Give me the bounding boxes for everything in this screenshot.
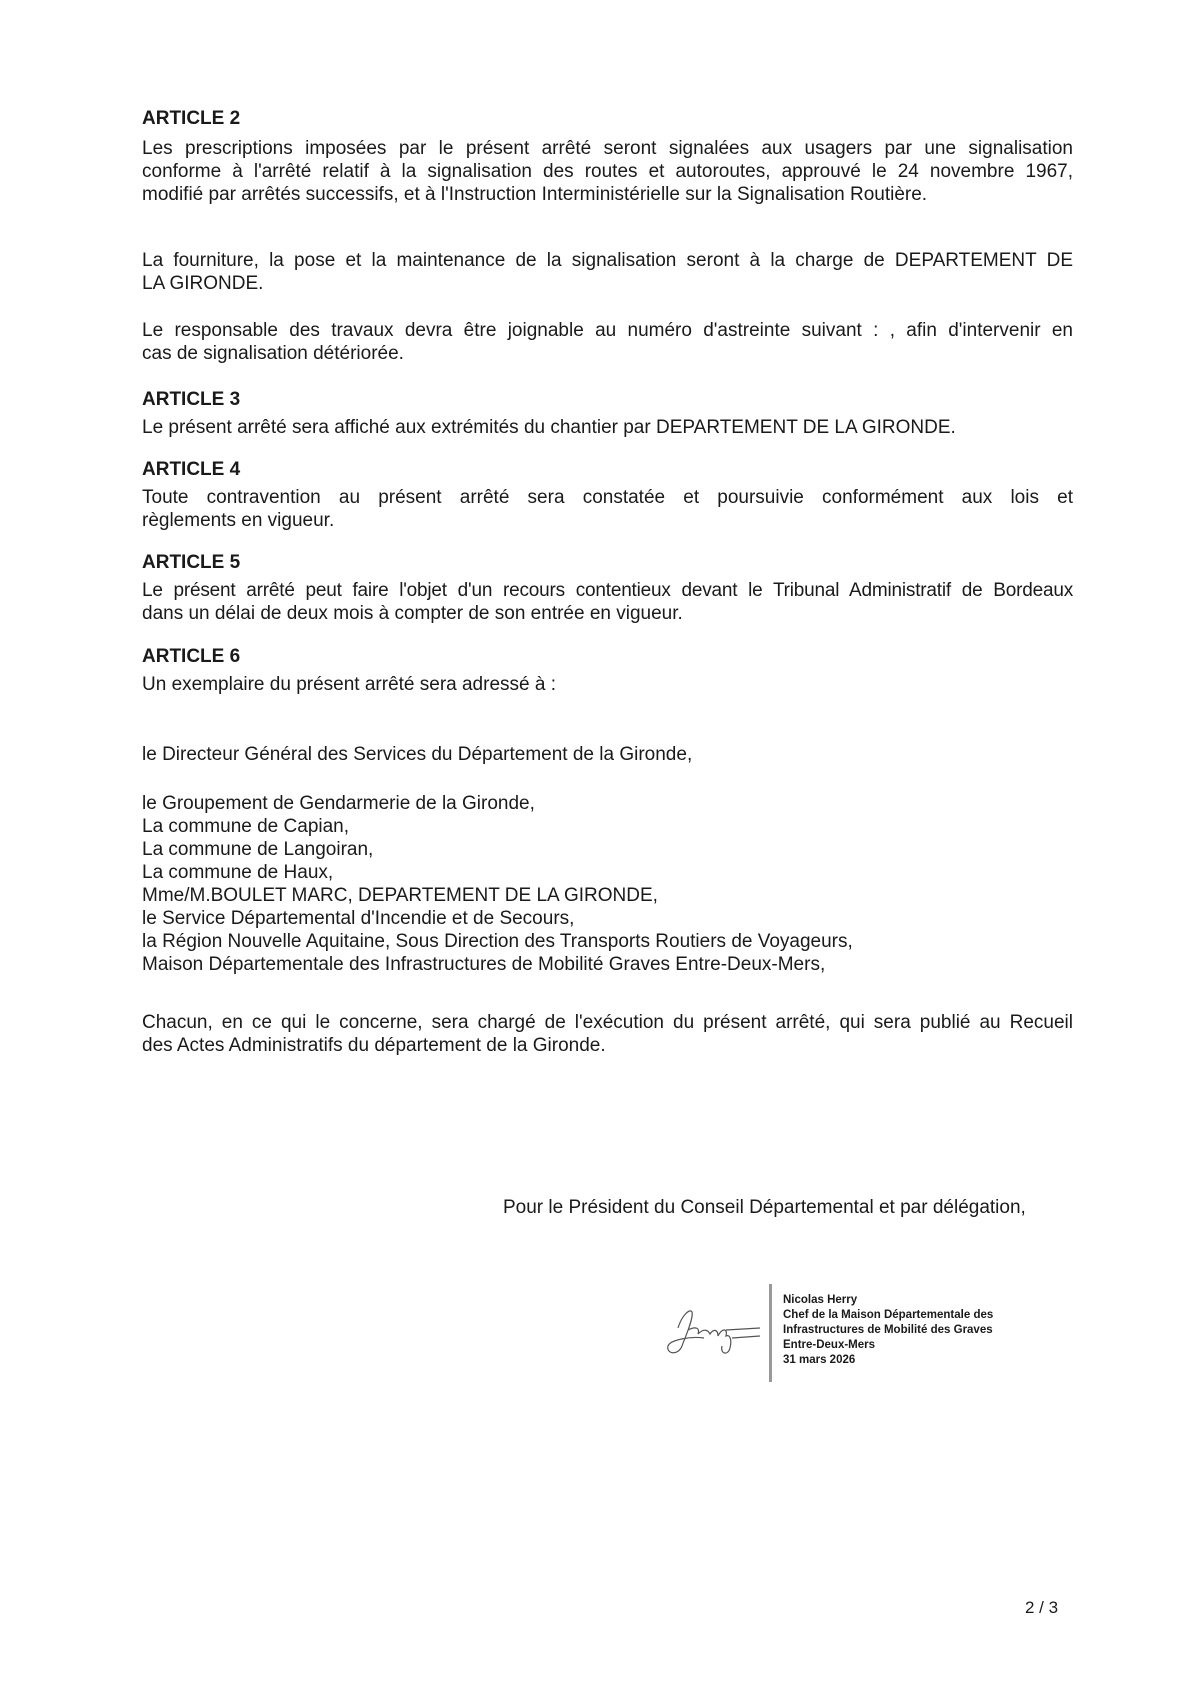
recipient: la Région Nouvelle Aquitaine, Sous Direction des Transports Routiers de Voyageurs, <box>142 931 853 952</box>
text-line: Les prescriptions imposées par le présent arrêté seront signalées aux usagers par une signalisation <box>142 138 1073 159</box>
article-2 <box>142 107 1073 365</box>
article-heading: ARTICLE 2 <box>142 108 241 129</box>
text-line: dans un délai de deux mois à compter de son entrée en vigueur. <box>142 603 683 624</box>
text-line: Le présent arrêté peut faire l'objet d'un recours contentieux devant le Tribunal Administratif de Bordeaux <box>142 580 1073 601</box>
signatory-title: Chef de la Maison Départementale des <box>783 1309 994 1321</box>
article-heading: ARTICLE 3 <box>142 389 241 410</box>
signatory-name: Nicolas Herry <box>783 1294 858 1306</box>
text-line: cas de signalisation détériorée. <box>142 343 404 364</box>
handwritten-signature <box>660 1300 770 1360</box>
signature-date: 31 mars 2026 <box>783 1354 856 1366</box>
article-6 <box>142 645 1073 696</box>
article-5 <box>142 551 1073 625</box>
closing-paragraph <box>142 1011 1073 1057</box>
recipient: le Directeur Général des Services du Département de la Gironde, <box>142 744 693 765</box>
text-line: règlements en vigueur. <box>142 510 335 531</box>
page-number: 2 / 3 <box>1025 1598 1059 1617</box>
article-4 <box>142 458 1073 532</box>
text-line: Toute contravention au présent arrêté sera constatée et poursuivie conformément aux lois et <box>142 487 1073 508</box>
recipient: le Service Départemental d'Incendie et de Secours, <box>142 908 575 929</box>
recipient: Maison Départementale des Infrastructures de Mobilité Graves Entre-Deux-Mers, <box>142 954 826 975</box>
text-line: des Actes Administratifs du département de la Gironde. <box>142 1035 606 1056</box>
recipient: le Groupement de Gendarmerie de la Gironde, <box>142 793 535 814</box>
signature-divider <box>769 1284 772 1382</box>
text-line: Le responsable des travaux devra être joignable au numéro d'astreinte suivant : , afin d'intervenir en <box>142 320 1073 341</box>
recipients <box>142 743 1073 976</box>
article-heading: ARTICLE 5 <box>142 552 241 573</box>
article-3 <box>142 388 1073 439</box>
recipient: La commune de Capian, <box>142 816 350 837</box>
text-line: modifié par arrêtés successifs, et à l'Instruction Interministérielle sur la Signalisation Routière. <box>142 184 928 205</box>
text-line: Le présent arrêté sera affiché aux extrémités du chantier par DEPARTEMENT DE LA GIRONDE. <box>142 417 956 438</box>
text-line: Un exemplaire du présent arrêté sera adressé à : <box>142 674 556 695</box>
article-heading: ARTICLE 6 <box>142 646 241 667</box>
text-line: La fourniture, la pose et la maintenance de la signalisation seront à la charge de DEPARTEMENT DE <box>142 250 1073 271</box>
signature-block <box>783 1293 993 1368</box>
text-line: LA GIRONDE. <box>142 273 264 294</box>
delegation-line: Pour le Président du Conseil Départemental et par délégation, <box>503 1197 1026 1218</box>
recipient: La commune de Langoiran, <box>142 839 374 860</box>
signatory-title: Infrastructures de Mobilité des Graves <box>783 1324 993 1336</box>
article-heading: ARTICLE 4 <box>142 459 241 480</box>
recipient: La commune de Haux, <box>142 862 334 883</box>
text-line: conforme à l'arrêté relatif à la signalisation des routes et autoroutes, approuvé le 24 novembre 1967, <box>142 161 1073 182</box>
signatory-title: Entre-Deux-Mers <box>783 1339 876 1351</box>
text-line: Chacun, en ce qui le concerne, sera chargé de l'exécution du présent arrêté, qui sera publié au Recueil <box>142 1012 1073 1033</box>
recipient: Mme/M.BOULET MARC, DEPARTEMENT DE LA GIRONDE, <box>142 885 658 906</box>
